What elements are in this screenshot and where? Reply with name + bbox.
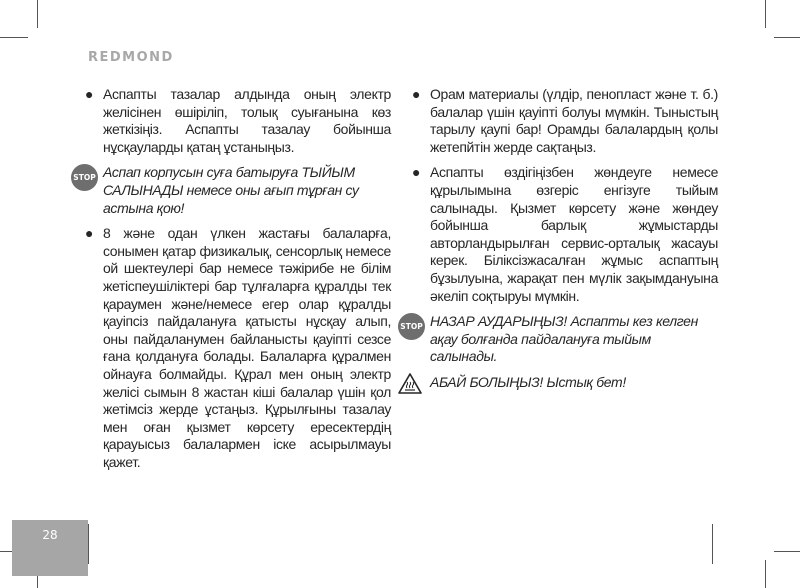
hot-surface-warning-icon xyxy=(398,373,422,394)
left-column xyxy=(73,86,391,479)
list-item xyxy=(83,86,391,156)
list-item-text: Аспапты өздігіңізбен жөндеуге немесе құрылымына өзгеріс енгізуге тыйым салынады. Қызмет көрсету және жөндеу бойынша барлық жұмыстарды авторландырылған сервис-орталық жасауы керек. Біліксізжасалған жұмыс аспаптың бұзылуына, жарақат пен мүлік зақымдануына әкеліп соқтыруы мүмкін. xyxy=(430,164,718,304)
hot-surface-warning-text: АБАЙ БОЛЫҢЫЗ! Ыстық бет! xyxy=(430,373,626,390)
crop-mark xyxy=(88,524,89,564)
brand-logo: REDMOND xyxy=(88,50,174,65)
crop-mark xyxy=(0,37,28,38)
bullet-icon: ● xyxy=(412,164,421,181)
crop-mark xyxy=(37,0,38,28)
right-column xyxy=(400,86,718,400)
page-number: 28 xyxy=(42,528,58,542)
stop-notice xyxy=(73,164,391,217)
bullet-icon: ● xyxy=(85,225,94,242)
list-item xyxy=(83,225,391,471)
stop-notice-text: НАЗАР АУДАРЫҢЫЗ! Аспапты кез келген ақау болғанда пайдалануға тыйым салынады. xyxy=(430,313,698,365)
page-number-box xyxy=(12,520,88,576)
stop-notice xyxy=(400,313,718,366)
list-item-text: Аспапты тазалар алдында оның электр желісінен өшіріліп, толық суығанына көз жеткізіңіз. Аспапты тазалау бойынша нұсқауларды қатаң ұстаныңыз. xyxy=(103,86,391,155)
list-item-text: Орам материалы (үлдір, пенопласт және т. б.) балалар үшін қауіпті болуы мүмкін. Тыныстың тарылу қаупі бар! Орамды балалардың қолы жетепйтін жерде сақтаңыз. xyxy=(430,86,718,155)
stop-sign-icon: STOP xyxy=(398,313,425,340)
list-item xyxy=(410,164,718,305)
crop-mark xyxy=(765,560,766,588)
list-item xyxy=(410,86,718,156)
stop-notice-text: Аспап корпусын суға батыруға ТЫЙЫМ САЛЫНАДЫ немесе оны ағып тұрған су астына қою! xyxy=(103,164,359,216)
crop-mark xyxy=(712,524,713,564)
bullet-icon: ● xyxy=(412,86,421,102)
stop-sign-icon: STOP xyxy=(71,164,98,191)
crop-mark xyxy=(774,551,800,552)
crop-mark xyxy=(765,0,766,28)
list-item-text: 8 және одан үлкен жастағы балаларға, сонымен қатар физикалық, сенсорлық немесе ой шектеулері бар немесе тәжірибе не білім жетіспеушіліктері бар тұлғаларға құралды тек қараумен және/немесе егер олар құралды қауіпсіз пайдалануға қатысты нұсқау алып, оны пайдаланумен байланысты қауіпті сезсе ғана қолдануға болады. Балаларға құралмен ойнауға болмайды. Құрал мен оның электр желісі сымын 8 жастан кіші балалар үшін қол жетімсіз жерде ұстаңыз. Құрылғыны тазалау мен оған қызмет көрсету ересектердің қарауысыз балалармен іске асырылмауы қажет. xyxy=(103,225,391,470)
bullet-icon: ● xyxy=(85,86,94,102)
crop-mark xyxy=(774,37,800,38)
hot-surface-warning xyxy=(410,374,718,392)
